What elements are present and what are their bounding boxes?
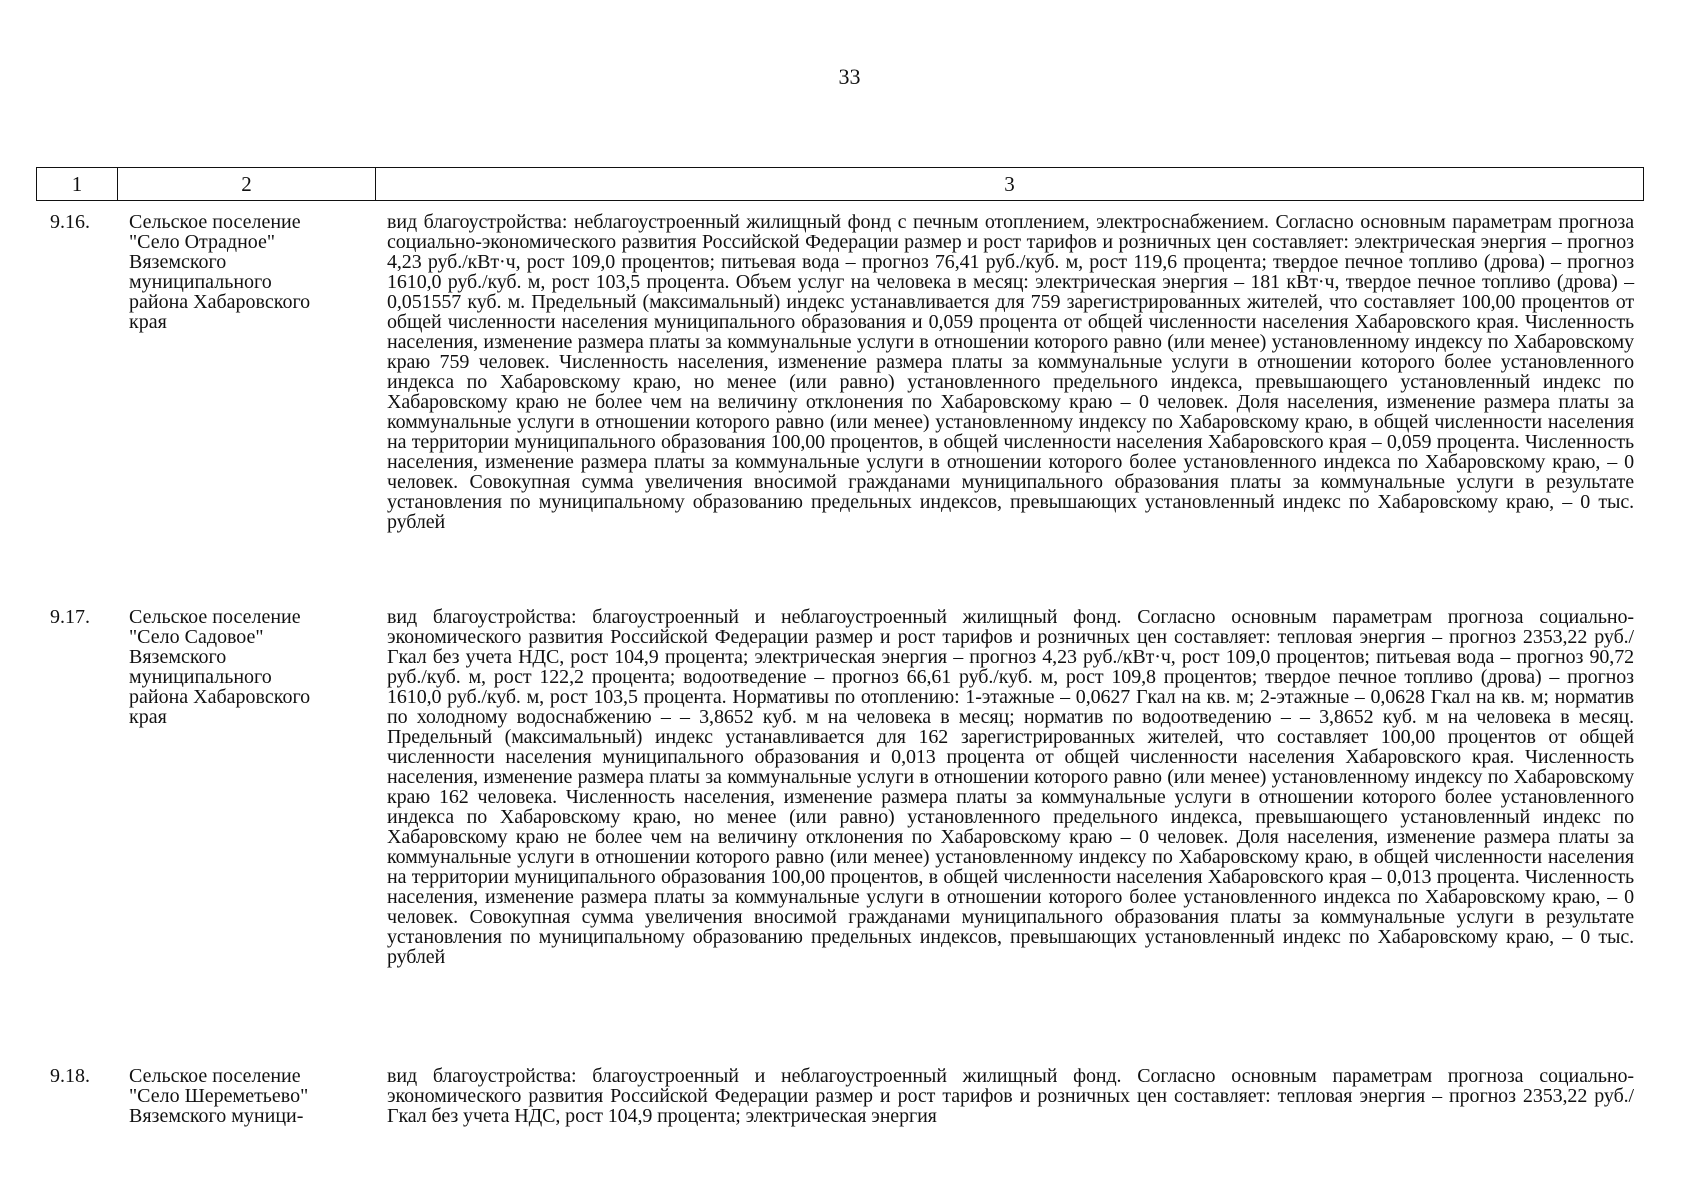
row-number: 9.16. (50, 211, 90, 233)
municipality-name: Сельское поселение "Село Отрадное" Вяземского муниципального района Хабаровского края (129, 211, 311, 333)
municipality-name: Сельское поселение "Село Садовое" Вяземского муниципального района Хабаровского края (129, 606, 311, 728)
row-description: вид благоустройства: неблагоустроенный жилищный фонд с печным отоплением, электроснабжением. Согласно основным параметрам прогноза социально-экономического развития Российской Федерации размер и рост тарифов и розничных цен составляет: электрическая энергия – прогноз 4,23 руб./кВт·ч, рост 109,0 процентов; питьевая вода – прогноз 76,41 руб./куб. м, рост 119,6 процента; твердое печное топливо (дрова) – прогноз 1610,0 руб./куб. м, рост 103,5 процента. Объем услуг на человека в месяц: электрическая энергия – 181 кВт·ч, твердое печное топливо (дрова) – 0,051557 куб. м. Предельный (максимальный) индекс устанавливается для 759 зарегистрированных жителей, что составляет 100,00 процентов от общей численности населения муниципального образования и 0,059 процента от общей численности населения Хабаровского края. Численность населения, изменение размера платы за коммунальные услуги в отношении которого равно (или менее) установленному индексу по Хабаровскому краю 759 человек. Численность населения, изменение размера платы за коммунальные услуги в отношении которого более установленного индекса по Хабаровскому краю, но менее (или равно) установленного предельного индекса, превышающего установленный индекс по Хабаровскому краю не более чем на величину отклонения по Хабаровскому краю – 0 человек. Доля населения, изменение размера платы за коммунальные услуги в отношении которого равно (или менее) установленному индексу по Хабаровскому краю, в общей численности населения на территории муниципального образования 100,00 процентов, в общей численности населения Хабаровского края – 0,059 процента. Численность населения, изменение размера платы за коммунальные услуги в отношении которого более установленного индекса по Хабаровскому краю, – 0 человек. Совокупная сумма увеличения вносимой гражданами муниципального образования платы за коммунальные услуги в результате установления по муниципальному образованию предельных индексов, превышающих установленный индекс по Хабаровскому краю, – 0 тыс. рублей (387, 211, 1634, 533)
table-header (36, 167, 1644, 201)
page-number: 33 (838, 64, 861, 89)
column-header-3: 3 (1004, 171, 1015, 196)
municipality-name: Сельское поселение "Село Шереметьево" Вяземского муници- (129, 1065, 309, 1127)
row-description: вид благоустройства: благоустроенный и неблагоустроенный жилищный фонд. Согласно основным параметрам прогноза социально-экономического развития Российской Федерации размер и рост тарифов и розничных цен составляет: тепловая энергия – прогноз 2353,22 руб./Гкал без учета НДС, рост 104,9 процента; электрическая энергия (387, 1065, 1634, 1127)
row-number: 9.17. (50, 606, 90, 628)
column-header-2: 2 (118, 168, 376, 200)
row-description: вид благоустройства: благоустроенный и неблагоустроенный жилищный фонд. Согласно основным параметрам прогноза социально-экономического развития Российской Федерации размер и рост тарифов и розничных цен составляет: тепловая энергия – прогноз 2353,22 руб./Гкал без учета НДС, рост 104,9 процента; электрическая энергия – прогноз 4,23 руб./кВт·ч, рост 109,0 процентов; питьевая вода – прогноз 90,72 руб./куб. м, рост 122,2 процента; водоотведение – прогноз 66,61 руб./куб. м, рост 109,8 процентов; твердое печное топливо (дрова) – прогноз 1610,0 руб./куб. м, рост 103,5 процента. Нормативы по отоплению: 1-этажные – 0,0627 Гкал на кв. м; 2-этажные – 0,0628 Гкал на кв. м; норматив по холодному водоснабжению – – 3,8652 куб. м на человека в месяц; норматив по водоотведению – – 3,8652 куб. м на человека в месяц. Предельный (максимальный) индекс устанавливается для 162 зарегистрированных жителей, что составляет 100,00 процентов от общей численности населения муниципального образования и 0,013 процента от общей численности населения Хабаровского края. Численность населения, изменение размера платы за коммунальные услуги в отношении которого равно (или менее) установленному индексу по Хабаровскому краю 162 человека. Численность населения, изменение размера платы за коммунальные услуги в отношении которого более установленного индекса по Хабаровскому краю, но менее (или равно) установленного предельного индекса, превышающего установленный индекс по Хабаровскому краю не более чем на величину отклонения по Хабаровскому краю – 0 человек. Доля населения, изменение размера платы за коммунальные услуги в отношении которого равно (или менее) установленному индексу по Хабаровскому краю, в общей численности населения на территории муниципального образования 100,00 процентов, в общей численности населения Хабаровского края – 0,013 процента. Численность населения, изменение размера платы за коммунальные услуги в отношении которого более установленного индекса по Хабаровскому краю, – 0 человек. Совокупная сумма увеличения вносимой гражданами муниципального образования платы за коммунальные услуги в результате установления по муниципальному образованию предельных индексов, превышающих установленный индекс по Хабаровскому краю, – 0 тыс. рублей (387, 606, 1634, 968)
row-number: 9.18. (50, 1065, 90, 1087)
column-header-1: 1 (37, 168, 118, 200)
